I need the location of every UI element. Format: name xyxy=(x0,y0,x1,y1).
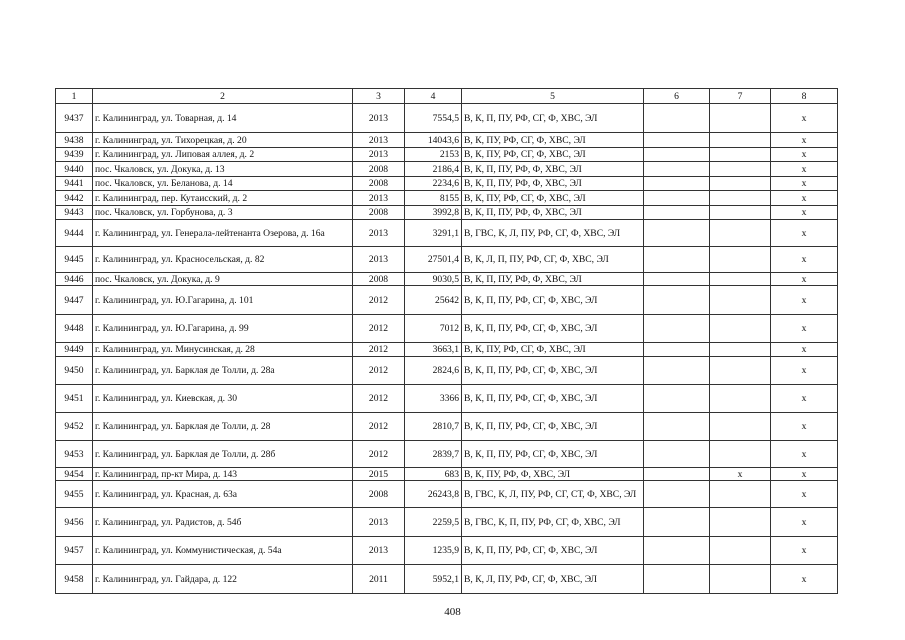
table-row xyxy=(56,220,838,247)
service-codes-cell: В, К, П, ПУ, РФ, Ф, ХВС, ЭЛ xyxy=(462,273,644,286)
area-cell: 2810,7 xyxy=(405,413,462,441)
row-number-cell: 9450 xyxy=(56,357,93,385)
column-header-4: 4 xyxy=(405,89,462,104)
year-cell: 2013 xyxy=(353,133,405,148)
col-8-cell: x xyxy=(771,247,838,273)
area-cell: 2839,7 xyxy=(405,441,462,468)
col-6-cell xyxy=(644,343,710,357)
year-cell: 2013 xyxy=(353,148,405,162)
col-8-cell: x xyxy=(771,385,838,413)
col-6-cell xyxy=(644,133,710,148)
page-number: 408 xyxy=(444,606,461,618)
address-cell: пос. Чкаловск, ул. Докука, д. 9 xyxy=(93,273,353,286)
address-cell: г. Калининград, ул. Тихорецкая, д. 20 xyxy=(93,133,353,148)
header-row xyxy=(56,89,838,104)
row-number-cell: 9444 xyxy=(56,220,93,247)
area-cell: 683 xyxy=(405,468,462,481)
service-codes-cell: В, К, П, ПУ, РФ, Ф, ХВС, ЭЛ xyxy=(462,162,644,177)
address-cell: г. Калининград, ул. Гайдара, д. 122 xyxy=(93,565,353,594)
row-number-cell: 9443 xyxy=(56,206,93,220)
year-cell: 2012 xyxy=(353,315,405,343)
table-row xyxy=(56,508,838,537)
area-cell: 27501,4 xyxy=(405,247,462,273)
address-cell: г. Калининград, ул. Барклая де Толли, д. 28 xyxy=(93,413,353,441)
col-6-cell xyxy=(644,481,710,508)
service-codes-cell: В, К, Л, ПУ, РФ, СГ, Ф, ХВС, ЭЛ xyxy=(462,565,644,594)
table-row xyxy=(56,565,838,594)
col-6-cell xyxy=(644,148,710,162)
year-cell: 2013 xyxy=(353,537,405,565)
year-cell: 2013 xyxy=(353,191,405,206)
row-number-cell: 9438 xyxy=(56,133,93,148)
address-cell: г. Калининград, ул. Радистов, д. 54б xyxy=(93,508,353,537)
table-row xyxy=(56,413,838,441)
col-7-cell xyxy=(710,441,771,468)
service-codes-cell: В, К, Л, П, ПУ, РФ, СГ, Ф, ХВС, ЭЛ xyxy=(462,247,644,273)
table-row xyxy=(56,481,838,508)
area-cell: 1235,9 xyxy=(405,537,462,565)
col-8-cell: x xyxy=(771,537,838,565)
row-number-cell: 9442 xyxy=(56,191,93,206)
row-number-cell: 9439 xyxy=(56,148,93,162)
table-row xyxy=(56,343,838,357)
row-number-cell: 9440 xyxy=(56,162,93,177)
row-number-cell: 9437 xyxy=(56,104,93,133)
area-cell: 7554,5 xyxy=(405,104,462,133)
column-header-6: 6 xyxy=(644,89,710,104)
col-7-cell xyxy=(710,206,771,220)
col-8-cell: x xyxy=(771,565,838,594)
row-number-cell: 9451 xyxy=(56,385,93,413)
address-cell: пос. Чкаловск, ул. Горбунова, д. 3 xyxy=(93,206,353,220)
col-6-cell xyxy=(644,413,710,441)
address-cell: г. Калининград, ул. Ю.Гагарина, д. 99 xyxy=(93,315,353,343)
year-cell: 2012 xyxy=(353,343,405,357)
col-6-cell xyxy=(644,315,710,343)
col-8-cell: x xyxy=(771,220,838,247)
column-header-1: 1 xyxy=(56,89,93,104)
col-7-cell xyxy=(710,343,771,357)
col-7-cell xyxy=(710,247,771,273)
col-7-cell: x xyxy=(710,468,771,481)
col-8-cell: x xyxy=(771,468,838,481)
col-8-cell: x xyxy=(771,148,838,162)
area-cell: 2186,4 xyxy=(405,162,462,177)
housing-register-table xyxy=(55,88,838,594)
year-cell: 2008 xyxy=(353,177,405,191)
row-number-cell: 9441 xyxy=(56,177,93,191)
address-cell: г. Калининград, ул. Киевская, д. 30 xyxy=(93,385,353,413)
col-6-cell xyxy=(644,220,710,247)
year-cell: 2008 xyxy=(353,481,405,508)
year-cell: 2013 xyxy=(353,220,405,247)
area-cell: 26243,8 xyxy=(405,481,462,508)
table-row xyxy=(56,357,838,385)
year-cell: 2008 xyxy=(353,162,405,177)
col-6-cell xyxy=(644,273,710,286)
col-6-cell xyxy=(644,357,710,385)
table-row xyxy=(56,286,838,315)
service-codes-cell: В, К, П, ПУ, РФ, СГ, Ф, ХВС, ЭЛ xyxy=(462,286,644,315)
area-cell: 2824,6 xyxy=(405,357,462,385)
col-8-cell: x xyxy=(771,481,838,508)
table-row xyxy=(56,441,838,468)
col-8-cell: x xyxy=(771,162,838,177)
area-cell: 7012 xyxy=(405,315,462,343)
service-codes-cell: В, К, П, ПУ, РФ, Ф, ХВС, ЭЛ xyxy=(462,206,644,220)
col-7-cell xyxy=(710,177,771,191)
col-8-cell: x xyxy=(771,508,838,537)
table-row xyxy=(56,206,838,220)
col-6-cell xyxy=(644,565,710,594)
address-cell: пос. Чкаловск, ул. Беланова, д. 14 xyxy=(93,177,353,191)
table-row xyxy=(56,315,838,343)
area-cell: 14043,6 xyxy=(405,133,462,148)
column-header-2: 2 xyxy=(93,89,353,104)
year-cell: 2012 xyxy=(353,357,405,385)
service-codes-cell: В, К, ПУ, РФ, СГ, Ф, ХВС, ЭЛ xyxy=(462,133,644,148)
col-7-cell xyxy=(710,565,771,594)
row-number-cell: 9455 xyxy=(56,481,93,508)
year-cell: 2012 xyxy=(353,413,405,441)
year-cell: 2012 xyxy=(353,286,405,315)
address-cell: г. Калининград, ул. Генерала-лейтенанта Озерова, д. 16а xyxy=(93,220,353,247)
col-8-cell: x xyxy=(771,104,838,133)
row-number-cell: 9457 xyxy=(56,537,93,565)
service-codes-cell: В, К, П, ПУ, РФ, СГ, Ф, ХВС, ЭЛ xyxy=(462,441,644,468)
address-cell: г. Калининград, ул. Барклая де Толли, д. 28а xyxy=(93,357,353,385)
col-7-cell xyxy=(710,148,771,162)
service-codes-cell: В, К, ПУ, РФ, СГ, Ф, ХВС, ЭЛ xyxy=(462,191,644,206)
area-cell: 9030,5 xyxy=(405,273,462,286)
col-8-cell: x xyxy=(771,133,838,148)
service-codes-cell: В, ГВС, К, Л, ПУ, РФ, СГ, Ф, ХВС, ЭЛ xyxy=(462,220,644,247)
service-codes-cell: В, ГВС, К, Л, ПУ, РФ, СГ, СТ, Ф, ХВС, ЭЛ xyxy=(462,481,644,508)
col-8-cell: x xyxy=(771,191,838,206)
row-number-cell: 9445 xyxy=(56,247,93,273)
col-6-cell xyxy=(644,286,710,315)
table-row xyxy=(56,537,838,565)
service-codes-cell: В, К, П, ПУ, РФ, СГ, Ф, ХВС, ЭЛ xyxy=(462,385,644,413)
area-cell: 5952,1 xyxy=(405,565,462,594)
area-cell: 25642 xyxy=(405,286,462,315)
row-number-cell: 9449 xyxy=(56,343,93,357)
col-7-cell xyxy=(710,481,771,508)
row-number-cell: 9458 xyxy=(56,565,93,594)
service-codes-cell: В, К, П, ПУ, РФ, СГ, Ф, ХВС, ЭЛ xyxy=(462,537,644,565)
col-6-cell xyxy=(644,191,710,206)
col-7-cell xyxy=(710,357,771,385)
col-8-cell: x xyxy=(771,357,838,385)
col-6-cell xyxy=(644,104,710,133)
col-6-cell xyxy=(644,206,710,220)
year-cell: 2008 xyxy=(353,273,405,286)
year-cell: 2008 xyxy=(353,206,405,220)
column-header-8: 8 xyxy=(771,89,838,104)
row-number-cell: 9453 xyxy=(56,441,93,468)
area-cell: 3291,1 xyxy=(405,220,462,247)
col-7-cell xyxy=(710,133,771,148)
address-cell: г. Калининград, пер. Кутаисский, д. 2 xyxy=(93,191,353,206)
address-cell: г. Калининград, ул. Красная, д. 63а xyxy=(93,481,353,508)
address-cell: г. Калининград, ул. Товарная, д. 14 xyxy=(93,104,353,133)
col-6-cell xyxy=(644,468,710,481)
col-7-cell xyxy=(710,315,771,343)
address-cell: г. Калининград, ул. Барклая де Толли, д. 28б xyxy=(93,441,353,468)
col-7-cell xyxy=(710,385,771,413)
address-cell: г. Калининград, ул. Красносельская, д. 82 xyxy=(93,247,353,273)
table-row xyxy=(56,273,838,286)
address-cell: г. Калининград, пр-кт Мира, д. 143 xyxy=(93,468,353,481)
area-cell: 3992,8 xyxy=(405,206,462,220)
col-7-cell xyxy=(710,286,771,315)
area-cell: 3366 xyxy=(405,385,462,413)
col-6-cell xyxy=(644,385,710,413)
address-cell: г. Калининград, ул. Минусинская, д. 28 xyxy=(93,343,353,357)
row-number-cell: 9447 xyxy=(56,286,93,315)
address-cell: г. Калининград, ул. Липовая аллея, д. 2 xyxy=(93,148,353,162)
table-row xyxy=(56,133,838,148)
area-cell: 8155 xyxy=(405,191,462,206)
row-number-cell: 9446 xyxy=(56,273,93,286)
col-8-cell: x xyxy=(771,315,838,343)
column-header-5: 5 xyxy=(462,89,644,104)
service-codes-cell: В, К, ПУ, РФ, СГ, Ф, ХВС, ЭЛ xyxy=(462,343,644,357)
service-codes-cell: В, К, ПУ, РФ, Ф, ХВС, ЭЛ xyxy=(462,468,644,481)
service-codes-cell: В, К, ПУ, РФ, СГ, Ф, ХВС, ЭЛ xyxy=(462,148,644,162)
col-7-cell xyxy=(710,413,771,441)
col-6-cell xyxy=(644,177,710,191)
address-cell: г. Калининград, ул. Ю.Гагарина, д. 101 xyxy=(93,286,353,315)
area-cell: 2259,5 xyxy=(405,508,462,537)
area-cell: 2153 xyxy=(405,148,462,162)
table-row xyxy=(56,104,838,133)
year-cell: 2013 xyxy=(353,508,405,537)
column-header-3: 3 xyxy=(353,89,405,104)
col-6-cell xyxy=(644,247,710,273)
col-6-cell xyxy=(644,537,710,565)
col-7-cell xyxy=(710,191,771,206)
col-6-cell xyxy=(644,441,710,468)
year-cell: 2013 xyxy=(353,104,405,133)
table-row xyxy=(56,468,838,481)
address-cell: пос. Чкаловск, ул. Докука, д. 13 xyxy=(93,162,353,177)
service-codes-cell: В, К, П, ПУ, РФ, Ф, ХВС, ЭЛ xyxy=(462,177,644,191)
col-6-cell xyxy=(644,162,710,177)
year-cell: 2012 xyxy=(353,385,405,413)
col-8-cell: x xyxy=(771,441,838,468)
col-7-cell xyxy=(710,537,771,565)
address-cell: г. Калининград, ул. Коммунистическая, д. 54а xyxy=(93,537,353,565)
col-8-cell: x xyxy=(771,206,838,220)
col-8-cell: x xyxy=(771,343,838,357)
col-7-cell xyxy=(710,508,771,537)
area-cell: 3663,1 xyxy=(405,343,462,357)
col-8-cell: x xyxy=(771,177,838,191)
area-cell: 2234,6 xyxy=(405,177,462,191)
year-cell: 2012 xyxy=(353,441,405,468)
table-row xyxy=(56,191,838,206)
col-7-cell xyxy=(710,104,771,133)
row-number-cell: 9454 xyxy=(56,468,93,481)
col-8-cell: x xyxy=(771,273,838,286)
year-cell: 2011 xyxy=(353,565,405,594)
table-row xyxy=(56,162,838,177)
row-number-cell: 9452 xyxy=(56,413,93,441)
year-cell: 2013 xyxy=(353,247,405,273)
table-row xyxy=(56,148,838,162)
year-cell: 2015 xyxy=(353,468,405,481)
service-codes-cell: В, К, П, ПУ, РФ, СГ, Ф, ХВС, ЭЛ xyxy=(462,413,644,441)
table-row xyxy=(56,385,838,413)
column-header-7: 7 xyxy=(710,89,771,104)
service-codes-cell: В, К, П, ПУ, РФ, СГ, Ф, ХВС, ЭЛ xyxy=(462,104,644,133)
col-7-cell xyxy=(710,162,771,177)
col-6-cell xyxy=(644,508,710,537)
table-row xyxy=(56,177,838,191)
col-8-cell: x xyxy=(771,286,838,315)
col-8-cell: x xyxy=(771,413,838,441)
table-row xyxy=(56,247,838,273)
col-7-cell xyxy=(710,273,771,286)
service-codes-cell: В, К, П, ПУ, РФ, СГ, Ф, ХВС, ЭЛ xyxy=(462,315,644,343)
row-number-cell: 9448 xyxy=(56,315,93,343)
service-codes-cell: В, ГВС, К, П, ПУ, РФ, СГ, Ф, ХВС, ЭЛ xyxy=(462,508,644,537)
service-codes-cell: В, К, П, ПУ, РФ, СГ, Ф, ХВС, ЭЛ xyxy=(462,357,644,385)
row-number-cell: 9456 xyxy=(56,508,93,537)
col-7-cell xyxy=(710,220,771,247)
